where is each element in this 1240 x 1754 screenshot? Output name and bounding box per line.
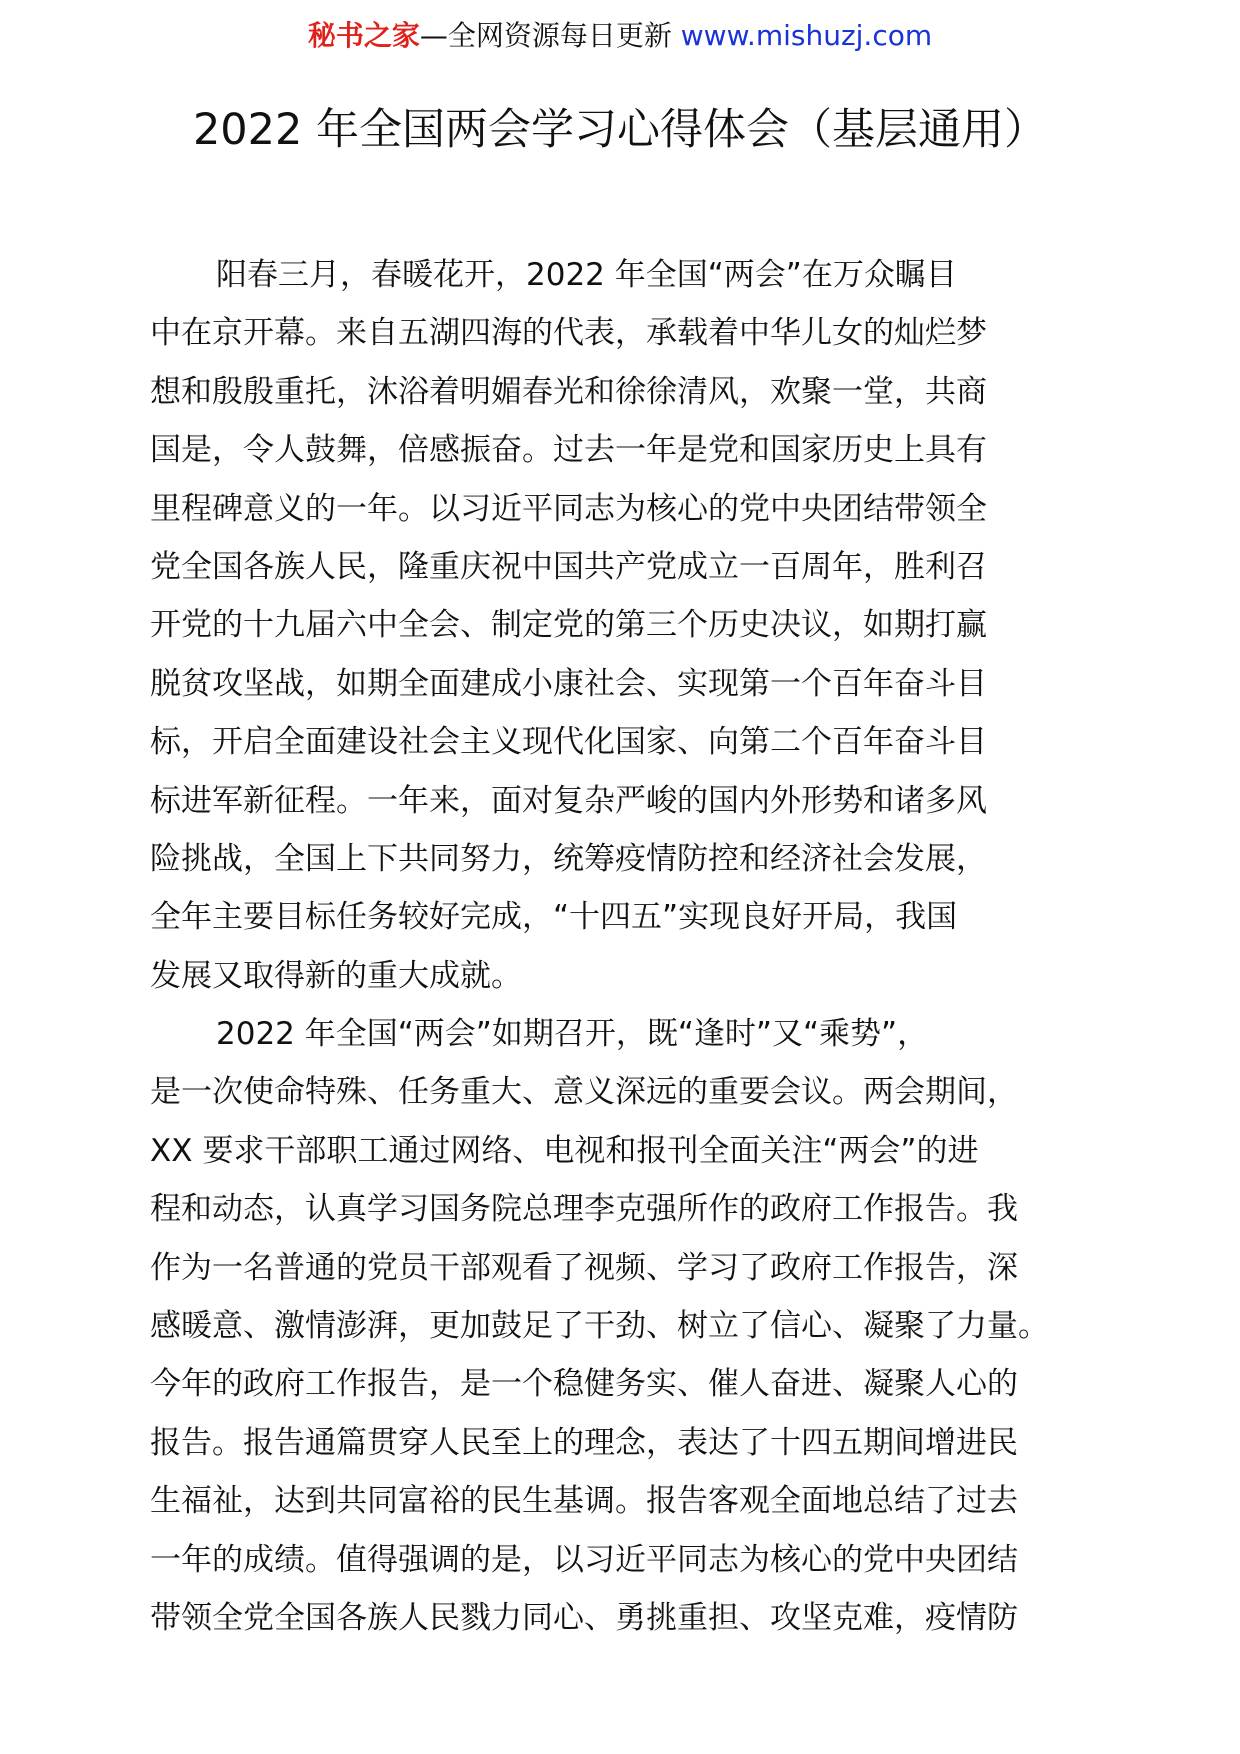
paragraph-line: 作为一名普通的党员干部观看了视频、学习了政府工作报告，深 — [150, 1249, 1018, 1286]
site-tagline: —全网资源每日更新 — [419, 19, 681, 52]
paragraph-line: 2022 年全国“两会”如期召开，既“逢时”又“乘势”， — [216, 1016, 929, 1053]
paragraph-line: 感暖意、激情澎湃，更加鼓足了干劲、树立了信心、凝聚了力量。 — [150, 1308, 1049, 1345]
document-title: 2022 年全国两会学习心得体会（基层通用） — [192, 105, 1048, 155]
paragraph-line: 报告。报告通篇贯穿人民至上的理念，表达了十四五期间增进民 — [150, 1424, 1018, 1461]
paragraph-line: 党全国各族人民，隆重庆祝中国共产党成立一百周年，胜利召 — [150, 548, 987, 585]
document-body — [150, 246, 1088, 1647]
site-header — [0, 14, 1240, 58]
paragraph-line: 标，开启全面建设社会主义现代化国家、向第二个百年奋斗目 — [150, 724, 987, 761]
paragraph-line: 标进军新征程。一年来，面对复杂严峻的国内外形势和诸多风 — [150, 782, 987, 819]
site-url-link[interactable]: www.mishuzj.com — [680, 19, 933, 52]
site-brand: 秘书之家 — [307, 19, 420, 52]
paragraph-line: 国是，令人鼓舞，倍感振奋。过去一年是党和国家历史上具有 — [150, 432, 987, 469]
paragraph-line: 中在京开幕。来自五湖四海的代表，承载着中华儿女的灿烂梦 — [150, 315, 987, 352]
paragraph-line: 生福祉，达到共同富裕的民生基调。报告客观全面地总结了过去 — [150, 1483, 1018, 1520]
paragraph-line: 是一次使命特殊、任务重大、意义深远的重要会议。两会期间， — [150, 1074, 1018, 1111]
paragraph-line: 想和殷殷重托，沐浴着明媚春光和徐徐清风，欢聚一堂，共商 — [150, 373, 987, 410]
paragraph-line: XX 要求干部职工通过网络、电视和报刊全面关注“两会”的进 — [150, 1132, 979, 1169]
paragraph-line: 程和动态，认真学习国务院总理李克强所作的政府工作报告。我 — [150, 1191, 1018, 1228]
paragraph-line: 脱贫攻坚战，如期全面建成小康社会、实现第一个百年奋斗目 — [150, 665, 987, 702]
paragraph-line: 阳春三月，春暖花开，2022 年全国“两会”在万众瞩目 — [216, 257, 957, 293]
paragraph-line: 今年的政府工作报告，是一个稳健务实、催人奋进、凝聚人心的 — [150, 1366, 1018, 1403]
paragraph-line: 发展又取得新的重大成就。 — [150, 957, 522, 994]
paragraph-line: 带领全党全国各族人民戮力同心、勇挑重担、攻坚克难，疫情防 — [150, 1599, 1018, 1636]
paragraph-line: 一年的成绩。值得强调的是，以习近平同志为核心的党中央团结 — [150, 1541, 1018, 1578]
paragraph-line: 险挑战，全国上下共同努力，统筹疫情防控和经济社会发展， — [150, 840, 987, 877]
paragraph-line: 全年主要目标任务较好完成，“十四五”实现良好开局，我国 — [150, 899, 958, 936]
paragraph-line: 里程碑意义的一年。以习近平同志为核心的党中央团结带领全 — [150, 490, 987, 527]
paragraph-line: 开党的十九届六中全会、制定党的第三个历史决议，如期打赢 — [150, 607, 987, 644]
